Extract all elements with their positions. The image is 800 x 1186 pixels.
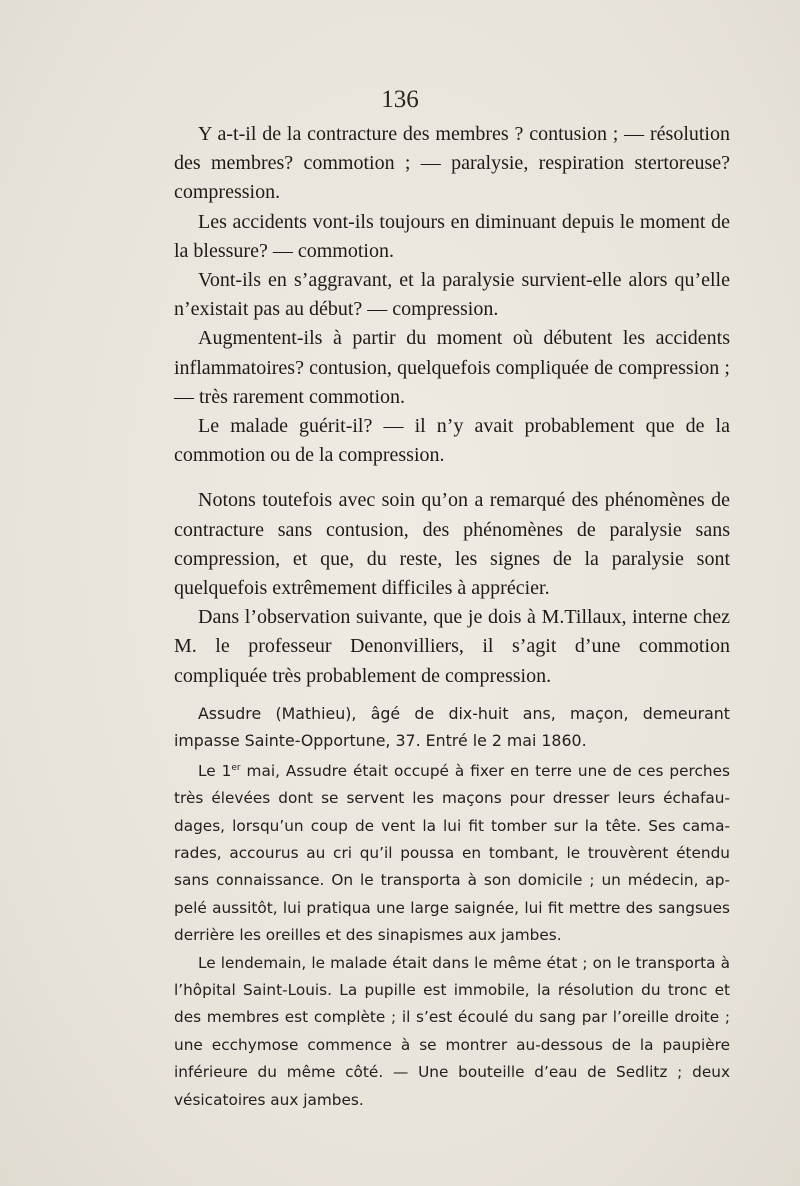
case-paragraph-accident — [174, 758, 730, 950]
case-patient-header: Assudre (Mathieu), âgé de dix-huit ans, maçon, demeurant impasse Sainte-Opportune, 37. Entré le 2 mai 1860. — [174, 704, 730, 751]
case-paragraph-next-day: Le lendemain, le malade était dans le même état ; on le transporta à l’hôpital Saint-Louis. La pupille est immobile, la résolution du tronc et des membres est complète ; il s’est écoulé du sang par l’oreille droite ; une ecchymose commence à se montrer au-dessous de la paupière inférieure du même côté. — Une bouteille d’eau de Sedlitz ; deux vésicatoires aux jambes. — [174, 953, 730, 1109]
case-accident-text: mai, Assudre était occupé à fixer en terre une de ces perches très élevées dont se servent les maçons pour dresser leurs échafaudages, lorsqu’un coup de vent la lui fit tomber sur la tête. Ses camarades, accourus au cri qu’il poussa en tombant, le trouvèrent étendu sans connaissance. On le transporta à son domicile ; un médecin, appelé aussitôt, lui pratiqua une large saignée, lui fit mettre des sangsues derrière les oreilles et des sinapismes aux jambes. — [174, 761, 730, 945]
case-observation — [174, 700, 730, 1114]
paragraph-contracture: Y a-t-il de la contracture des membres ? contusion ; — résolution des membres? commotion ; — paralysie, respiration stertoreuse? compression. — [174, 123, 730, 204]
paragraph-notes: Notons toutefois avec soin qu’on a remarqué des phénomènes de contracture sans contusion, des phénomènes de paralysie sans compression, et que, du reste, les signes de la paralysie sont quelquefois extrêmement difficiles à apprécier. — [174, 489, 730, 600]
case-date-prefix: Le 1 — [198, 761, 232, 780]
paragraph-observation-intro: Dans l’observation suivante, que je dois à M.Tillaux, interne chez M. le professeur Denonvilliers, il s’agit d’une commotion compliquée très probablement de compression. — [174, 606, 730, 687]
paragraph-recovery: Le malade guérit-il? — il n’y avait probablement que de la commotion ou de la compression. — [174, 415, 730, 467]
main-text — [174, 120, 730, 691]
page-number: 136 — [381, 86, 419, 113]
paragraph-accidents-diminishing: Les accidents vont-ils toujours en diminuant depuis le moment de la blessure? — commotion. — [174, 210, 730, 262]
paragraph-inflammatory: Augmentent-ils à partir du moment où débutent les accidents inflammatoires? contusion, quelquefois compliquée de compression ; — très rarement commotion. — [174, 327, 730, 408]
paragraph-aggravation: Vont-ils en s’aggravant, et la paralysie survient-elle alors qu’elle n’existait pas au début? — compression. — [174, 269, 730, 321]
case-date-ordinal: er — [231, 762, 241, 773]
